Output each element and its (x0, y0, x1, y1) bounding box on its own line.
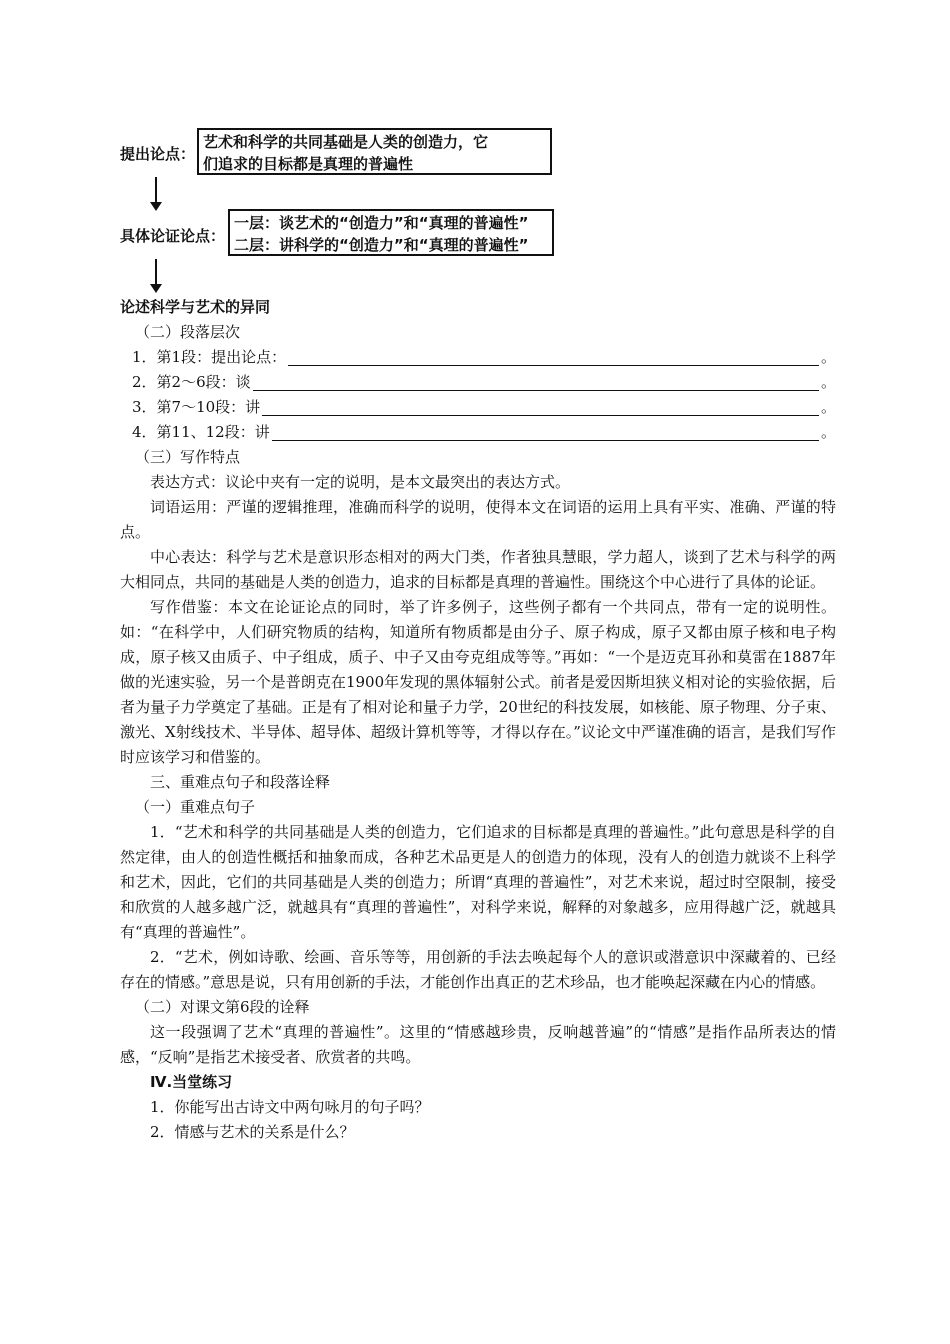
fill-blank-line[interactable] (288, 347, 819, 366)
diagram-arrow-down-2 (155, 259, 157, 285)
diagram-conclusion: 论述科学与艺术的异同 (120, 298, 271, 316)
fill-blank-row (120, 395, 836, 420)
practice-question-2: 2．情感与艺术的关系是什么？ (150, 1123, 355, 1141)
fill-blank-prefix: 2．第2～6段：谈 (132, 373, 251, 391)
diagram-arrow-down-1 (155, 177, 157, 203)
paragraph-wording: 词语运用：严谨的逻辑推理，准确而科学的说明，使得本文在词语的运用上具有平实、准确、严谨的特点。 (120, 498, 836, 541)
key-sentence-2: 2．“艺术，例如诗歌、绘画、音乐等等，用创新的手法去唤起每个人的意识或潜意识中深藏着的、已经存在的情感。”意思是说，只有用创新的手法，才能创作出真正的艺术珍品，也才能唤起深藏在内心的情感。 (120, 948, 836, 991)
paragraph-expression: 表达方式：议论中夹有一定的说明，是本文最突出的表达方式。 (150, 473, 571, 491)
fill-blank-row (120, 345, 836, 370)
paragraph-central-idea: 中心表达：科学与艺术是意识形态相对的两大门类，作者独具慧眼，学力超人，谈到了艺术与科学的两大相同点，共同的基础是人类的创造力，追求的目标都是真理的普遍性。围绕这个中心进行了具体的论证。 (120, 548, 836, 591)
section-paragraph-structure-title: （二）段落层次 (135, 323, 241, 341)
argument-flow-diagram (120, 125, 580, 305)
diagram-box-layers (228, 209, 554, 256)
practice-question-1: 1．你能写出古诗文中两句咏月的句子吗？ (150, 1098, 430, 1116)
paragraph-writing-reference: 写作借鉴：本文在论证论点的同时，举了许多例子，这些例子都有一个共同点，带有一定的说明性。如：“在科学中，人们研究物质的结构，知道所有物质都是由分子、原子构成，原子又都由原子核和电子构成，原子核又由质子、中子组成，质子、中子又由夸克组成等等。”再如：“一个是迈克耳孙和莫雷在1887年做的光速实验，另一个是普朗克在1900年发现的黑体辐射公式。前者是爱因斯坦狭义相对论的实验依据，后者为量子力学奠定了基础。正是有了相对论和量子力学，20世纪的科技发展，如核能、原子物理、分子束、激光、X射线技术、半导体、超导体、超级计算机等等，才得以存在。”议论文中严谨准确的语言，是我们写作时应该学习和借鉴的。 (120, 598, 836, 766)
fill-blank-row (120, 420, 836, 445)
fill-blank-suffix: 。 (820, 373, 836, 391)
fill-blank-prefix: 4．第11、12段：讲 (132, 423, 270, 441)
diagram-box-layer1: 一层：谈艺术的“创造力”和“真理的普遍性” (234, 214, 529, 232)
diagram-box-thesis-line1: 艺术和科学的共同基础是人类的创造力，它 (203, 133, 489, 151)
section-key-sentences-title: 三、重难点句子和段落诠释 (150, 773, 331, 791)
fill-blank-prefix: 3．第7～10段：讲 (132, 398, 261, 416)
diagram-label-argue: 具体论证论点： (120, 227, 226, 245)
fill-blank-suffix: 。 (820, 348, 836, 366)
diagram-box-layer2: 二层：讲科学的“创造力”和“真理的普遍性” (234, 236, 529, 254)
fill-blank-line[interactable] (262, 397, 819, 416)
diagram-label-propose: 提出论点： (120, 145, 196, 163)
paragraph-6-explanation: 这一段强调了艺术“真理的普遍性”。这里的“情感越珍贵，反响越普遍”的“情感”是指作品所表达的情感，“反响”是指艺术接受者、欣赏者的共鸣。 (120, 1023, 836, 1066)
fill-blank-prefix: 1．第1段：提出论点： (132, 348, 287, 366)
subsection-key-sentences: （一）重难点句子 (135, 798, 256, 816)
fill-blank-line[interactable] (253, 372, 819, 391)
fill-blank-suffix: 。 (820, 398, 836, 416)
section-practice-title: Ⅳ.当堂练习 (150, 1073, 233, 1091)
key-sentence-1: 1．“艺术和科学的共同基础是人类的创造力，它们追求的目标都是真理的普遍性。”此句意思是科学的自然定律，由人的创造性概括和抽象而成，各种艺术品更是人的创造力的体现，没有人的创造力就谈不上科学和艺术，因此，它们的共同基础是人类的创造力；所谓“真理的普遍性”，对艺术来说，超过时空限制，接受和欣赏的人越多越广泛，就越具有“真理的普遍性”，对科学来说，解释的对象越多，应用得越广泛，就越具有“真理的普遍性”。 (120, 823, 836, 941)
fill-blank-row (120, 370, 836, 395)
subsection-paragraph-6: （二）对课文第6段的诠释 (135, 998, 310, 1016)
diagram-box-thesis (197, 128, 552, 175)
document-body (120, 295, 836, 1145)
fill-blank-line[interactable] (272, 422, 819, 441)
section-writing-features-title: （三）写作特点 (135, 448, 241, 466)
fill-blank-suffix: 。 (820, 423, 836, 441)
diagram-box-thesis-line2: 们追求的目标都是真理的普遍性 (203, 155, 414, 173)
